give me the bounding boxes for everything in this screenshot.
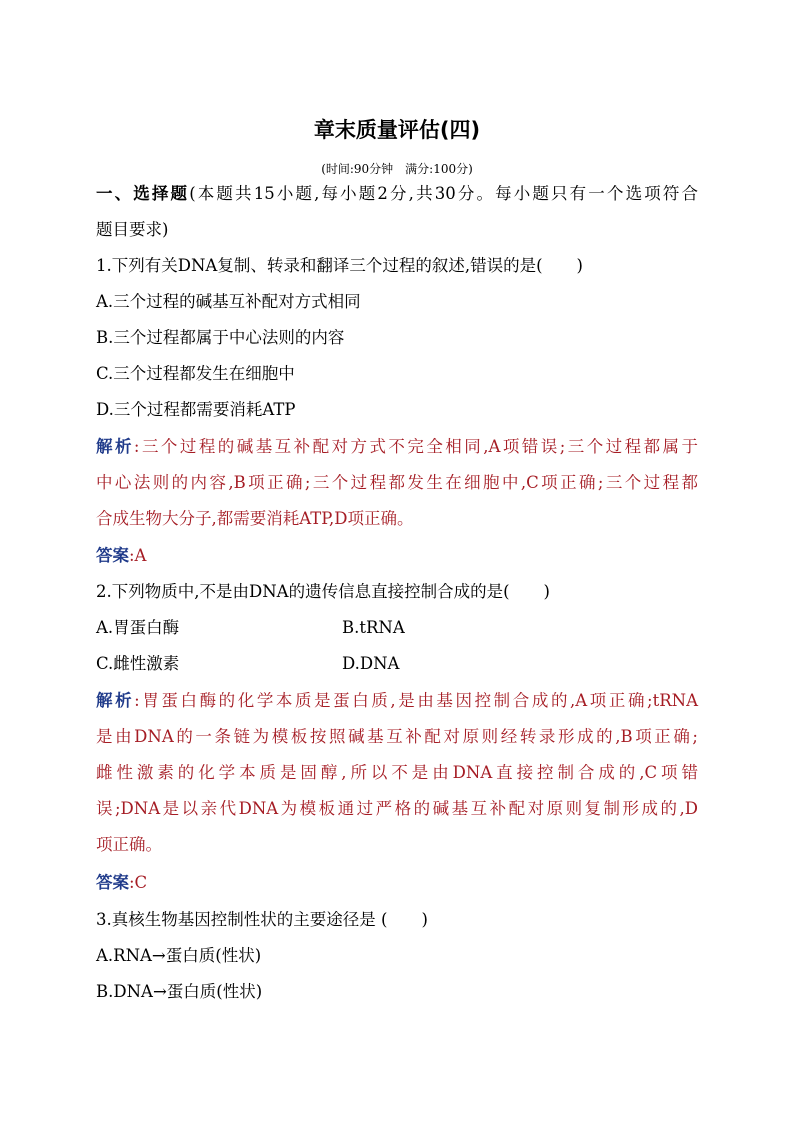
question-1-analysis-line-2: 中心法则的内容,B项正确;三个过程都发生在细胞中,C项正确;三个过程都 xyxy=(96,473,698,492)
exam-info: (时间:90分钟 满分:100分) xyxy=(321,162,473,176)
question-2-analysis-line-5: 项正确。 xyxy=(96,835,162,854)
question-2-answer xyxy=(96,872,147,894)
question-1-answer xyxy=(96,545,146,567)
question-3-stem: 3.真核生物基因控制性状的主要途径是 ( ) xyxy=(96,910,428,929)
question-1-stem: 1.下列有关DNA复制、转录和翻译三个过程的叙述,错误的是( ) xyxy=(96,256,583,275)
question-1-analysis-line-3: 合成生物大分子,都需要消耗ATP,D项正确。 xyxy=(96,509,414,528)
answer-label: 答案 xyxy=(96,546,129,565)
question-1-option-d: D.三个过程都需要消耗ATP xyxy=(96,400,296,419)
page-title: 章末质量评估(四) xyxy=(313,118,481,142)
question-2-analysis-line-4: 误;DNA是以亲代DNA为模板通过严格的碱基互补配对原则复制形成的,D xyxy=(96,799,698,818)
section-intro-line-1 xyxy=(96,183,698,205)
question-1-option-a: A.三个过程的碱基互补配对方式相同 xyxy=(96,292,361,311)
section-heading: 一、选择题 xyxy=(96,184,190,203)
question-2-analysis-line-3: 雌性激素的化学本质是固醇,所以不是由DNA直接控制合成的,C项错 xyxy=(96,763,698,782)
section-intro-line-2: 题目要求) xyxy=(96,220,169,239)
question-2-option-b: B.tRNA xyxy=(342,618,405,637)
question-1-option-b: B.三个过程都属于中心法则的内容 xyxy=(96,328,345,347)
question-2-analysis-line-2: 是由DNA的一条链为模板按照碱基互补配对原则经转录形成的,B项正确; xyxy=(96,727,698,746)
question-1-option-c: C.三个过程都发生在细胞中 xyxy=(96,364,295,383)
section-description: (本题共15小题,每小题2分,共30分。每小题只有一个选项符合 xyxy=(189,184,699,203)
question-2-stem: 2.下列物质中,不是由DNA的遗传信息直接控制合成的是( ) xyxy=(96,582,550,601)
question-2-option-c: C.雌性激素 xyxy=(96,654,180,673)
question-1-analysis-line-1: 解析:三个过程的碱基互补配对方式不完全相同,A项错误;三个过程都属于 xyxy=(96,437,698,456)
analysis-label: 解析 xyxy=(96,437,134,456)
question-2-option-d: D.DNA xyxy=(342,654,400,673)
analysis-label: 解析 xyxy=(96,691,135,710)
answer-label: 答案 xyxy=(96,873,129,892)
question-2-option-a: A.胃蛋白酶 xyxy=(96,618,180,637)
answer-value: :C xyxy=(129,873,148,892)
question-3-option-a: A.RNA→蛋白质(性状) xyxy=(96,946,262,965)
answer-value: :A xyxy=(129,546,147,565)
question-3-option-b: B.DNA→蛋白质(性状) xyxy=(96,982,263,1001)
question-2-analysis-line-1: 解析:胃蛋白酶的化学本质是蛋白质,是由基因控制合成的,A项正确;tRNA xyxy=(96,691,698,710)
